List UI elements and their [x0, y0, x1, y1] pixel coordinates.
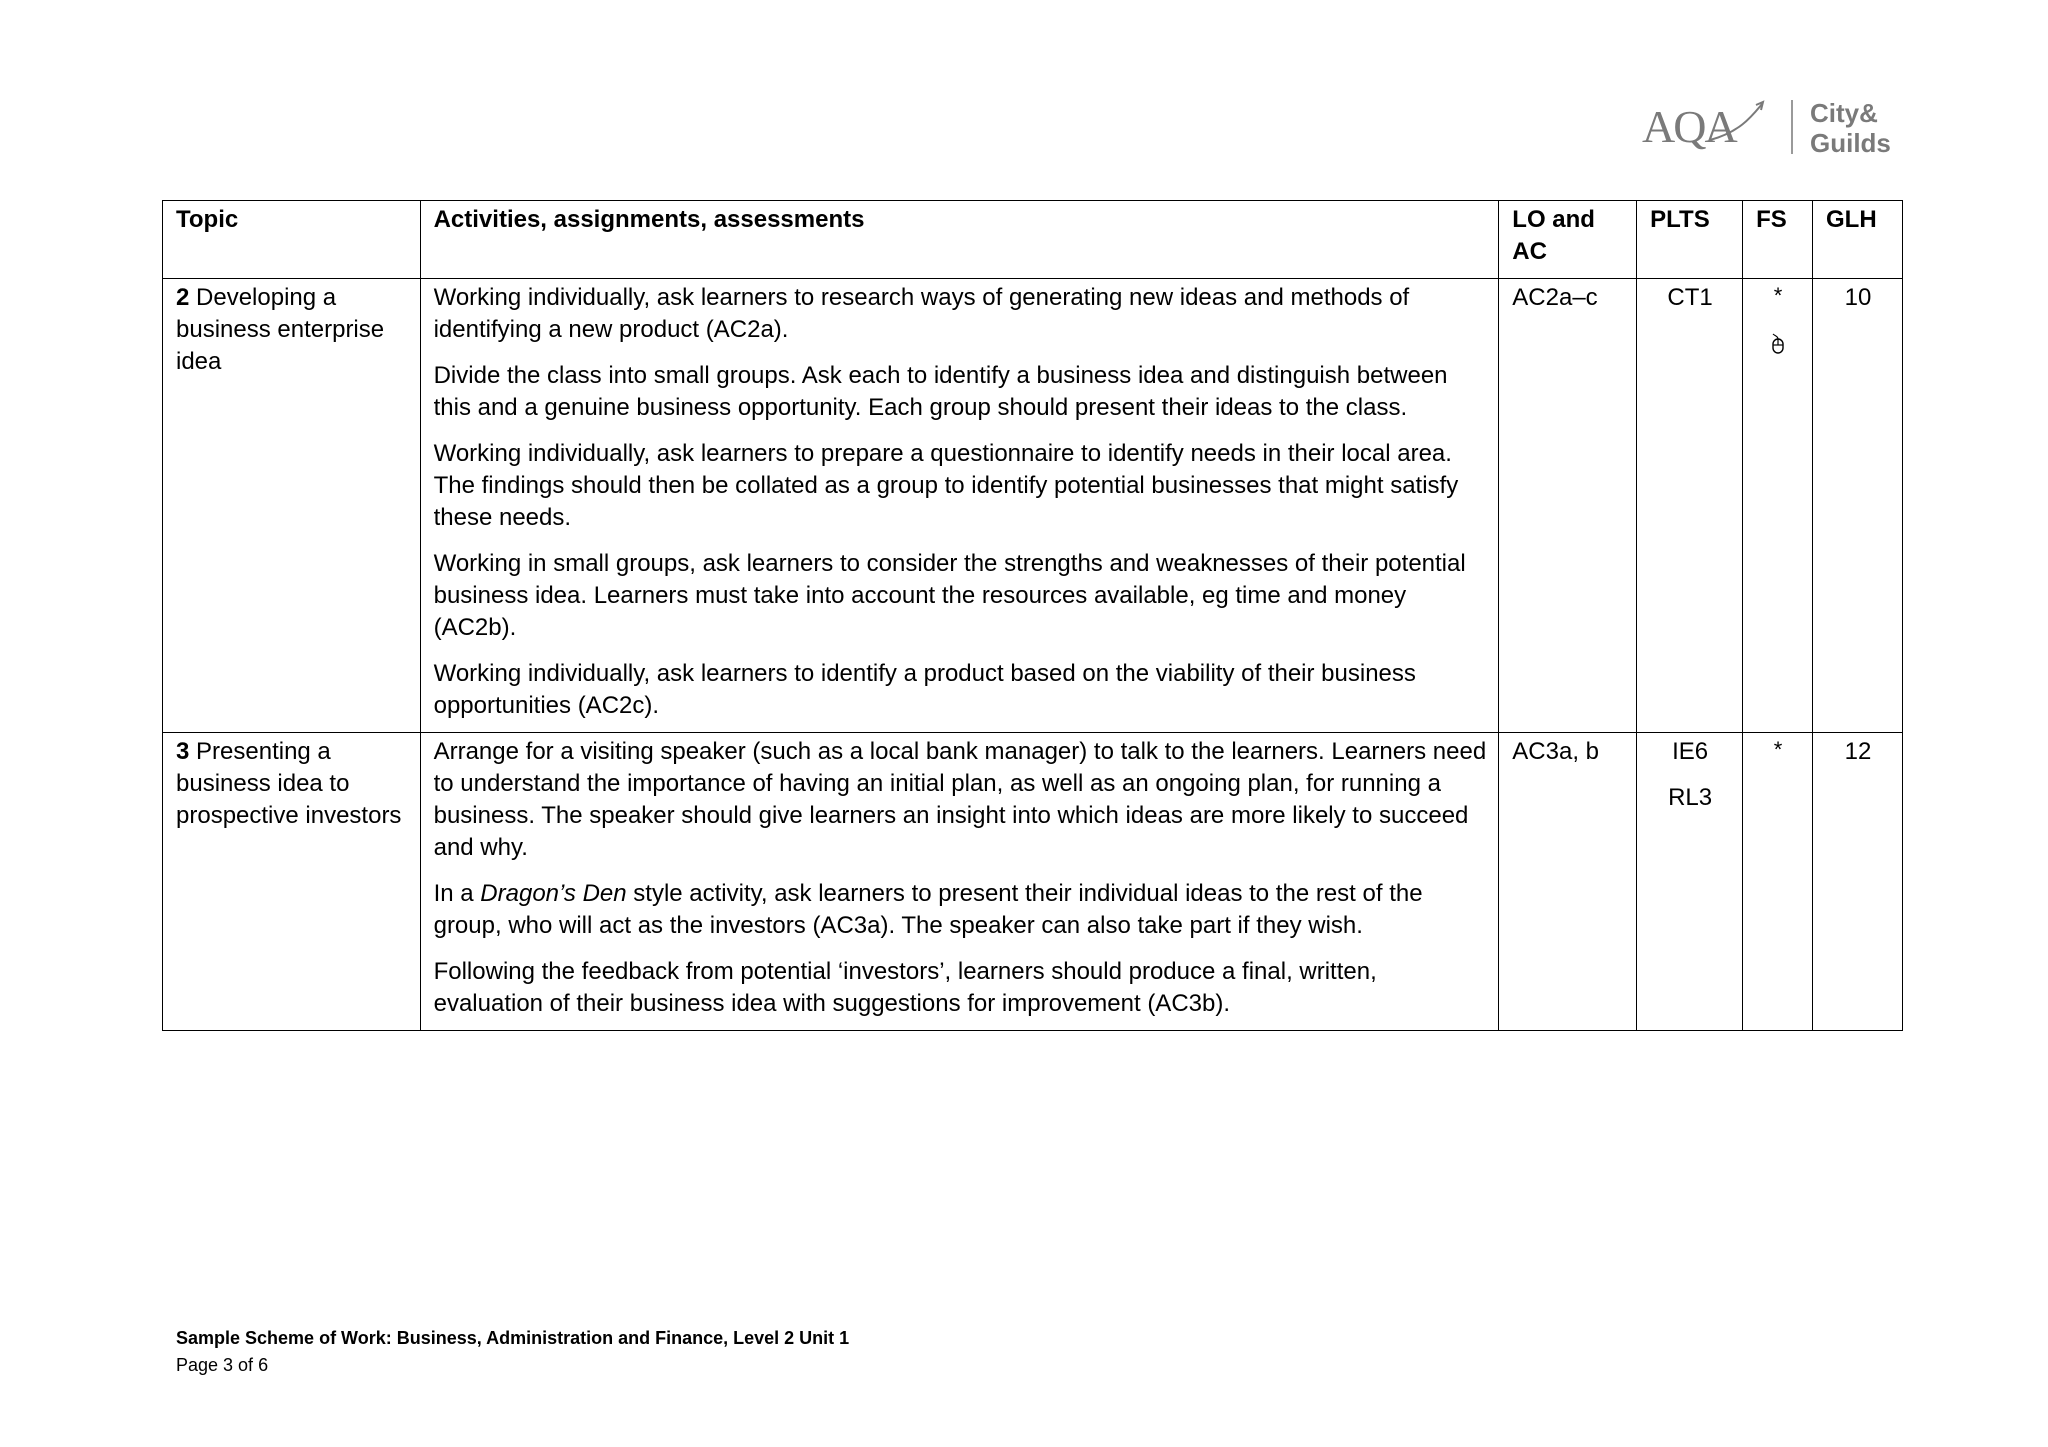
- activities-cell: [420, 279, 1499, 733]
- fs-cell: [1743, 279, 1813, 733]
- topic-cell: [163, 279, 421, 733]
- scheme-of-work-table: [162, 200, 1903, 1031]
- header-plts: PLTS: [1637, 201, 1743, 279]
- topic-title: Developing a business enterprise idea: [176, 284, 385, 375]
- aqa-city-guilds-logo: [1640, 96, 1900, 158]
- lo-ac-cell: AC3a, b: [1499, 733, 1637, 1031]
- activity-paragraph: Working individually, ask learners to identify a product based on the viability of their business opportunities (AC2c).: [433, 660, 1416, 719]
- header-glh: GLH: [1813, 201, 1903, 279]
- activity-paragraph: Divide the class into small groups. Ask each to identify a business idea and distinguish between this and a genuine business opportunity. Each group should present their ideas to the class.: [433, 362, 1448, 421]
- table-row: [163, 733, 1903, 1031]
- header-fs: FS: [1743, 201, 1813, 279]
- activity-paragraph: Working individually, ask learners to prepare a questionnaire to identify needs in their local area. The findings should then be collated as a group to identify potential businesses that might satisfy these needs.: [433, 440, 1459, 531]
- topic-number: 3: [176, 738, 190, 765]
- activity-text: In a: [433, 880, 481, 907]
- plts-code: CT1: [1667, 284, 1713, 311]
- glh-cell: 10: [1813, 279, 1903, 733]
- glh-cell: 12: [1813, 733, 1903, 1031]
- activity-paragraph: Working individually, ask learners to research ways of generating new ideas and methods of identifying a new product (AC2a).: [433, 284, 1410, 343]
- fs-cell: [1743, 733, 1813, 1031]
- computer-mouse-icon: [1770, 332, 1786, 354]
- city-guilds-line2: Guilds: [1810, 128, 1891, 158]
- activity-paragraph: Following the feedback from potential ‘investors’, learners should produce a final, written, evaluation of their business idea with suggestions for improvement (AC3b).: [433, 958, 1377, 1017]
- activity-paragraph: Arrange for a visiting speaker (such as a local bank manager) to talk to the learners. Learners need to understand the importance of having an initial plan, as well as an ongoing plan, for running a business. The speaker should give learners an insight into which ideas are more likely to succeed and why.: [433, 738, 1487, 861]
- plts-cell: [1637, 279, 1743, 733]
- activities-cell: [420, 733, 1499, 1031]
- city-guilds-line1: City&: [1810, 98, 1878, 128]
- activity-paragraph: Working in small groups, ask learners to consider the strengths and weaknesses of their potential business idea. Learners must take into account the resources available, eg time and money (AC2b).: [433, 550, 1466, 641]
- activity-text: style activity, ask learners to present their individual ideas to the rest of the group, who will act as the investors (AC3a). The speaker can also take part if they wish.: [433, 880, 1423, 939]
- page-footer: [176, 1325, 849, 1379]
- header-topic: Topic: [163, 201, 421, 279]
- topic-number: 2: [176, 284, 190, 311]
- plts-code: RL3: [1668, 784, 1713, 811]
- lo-ac-cell: AC2a–c: [1499, 279, 1637, 733]
- plts-cell: [1637, 733, 1743, 1031]
- table-row: [163, 279, 1903, 733]
- fs-star: *: [1773, 737, 1783, 762]
- header-activities: Activities, assignments, assessments: [420, 201, 1499, 279]
- page-number: Page 3 of 6: [176, 1355, 269, 1375]
- header-lo-ac: LO and AC: [1499, 201, 1637, 279]
- activity-italic-title: Dragon’s Den: [480, 880, 627, 907]
- aqa-logo-text: AQA: [1642, 101, 1736, 152]
- footer-title: Sample Scheme of Work: Business, Administration and Finance, Level 2 Unit 1: [176, 1328, 850, 1348]
- topic-title: Presenting a business idea to prospective investors: [176, 738, 402, 829]
- topic-cell: [163, 733, 421, 1031]
- logo-graphic: [1640, 96, 1900, 158]
- table-header-row: [163, 201, 1903, 279]
- plts-code: IE6: [1672, 738, 1709, 765]
- activity-paragraph: [434, 878, 1487, 942]
- fs-star: *: [1773, 283, 1783, 308]
